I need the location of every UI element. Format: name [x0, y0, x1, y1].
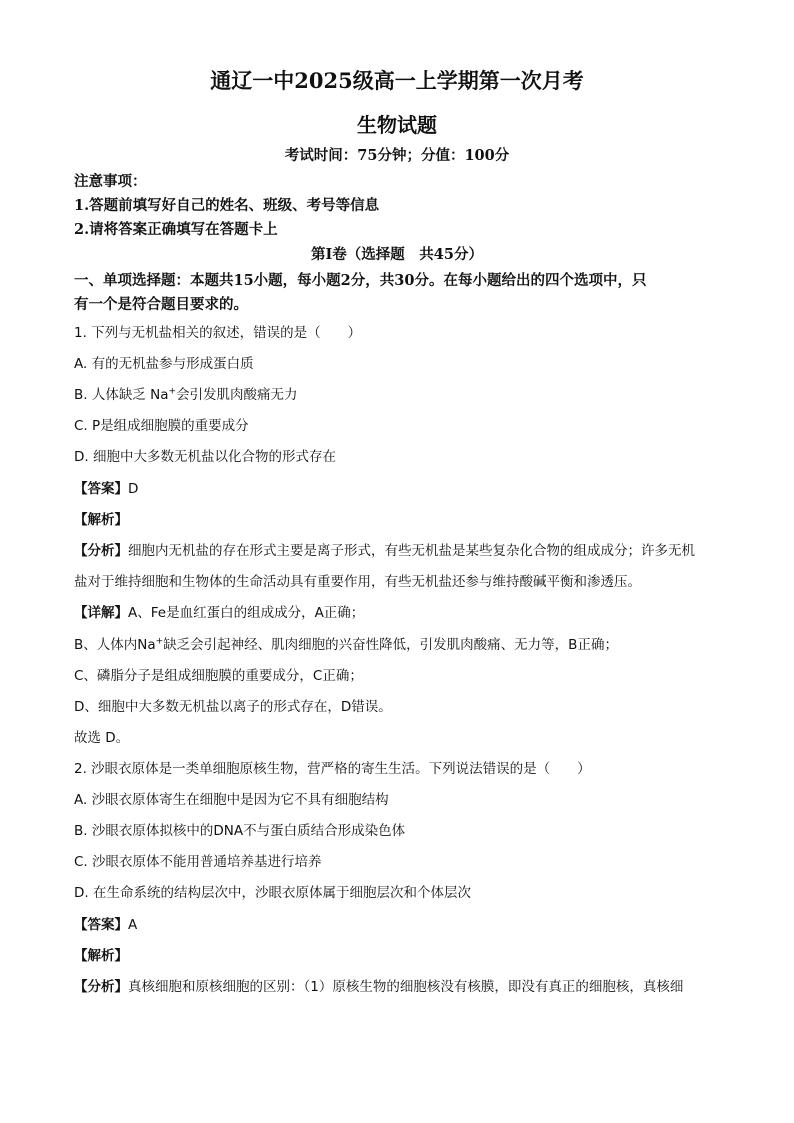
fenxi-label: 【分析】: [74, 543, 128, 559]
q1-option-b-pre: B. 人体缺乏 Na: [74, 387, 169, 403]
notice-item-1: 1.答题前填写好自己的姓名、班级、考号等信息: [74, 197, 380, 214]
part1-heading: 第I卷（选择题 共45分）: [311, 246, 483, 263]
q1-detail-a: [74, 603, 364, 623]
q1-analysis-label: 【解析】: [74, 512, 128, 528]
answer-value: A: [128, 917, 138, 933]
q1-option-a: A. 有的无机盐参与形成蛋白质: [74, 356, 254, 372]
exam-info: 考试时间：75分钟；分值：100分: [284, 147, 510, 164]
q1-option-c: C. P是组成细胞膜的重要成分: [74, 418, 249, 434]
q1-fenxi-line2: 盐对于维持细胞和生物体的生命活动具有重要作用，有些无机盐还参与维持酸碱平衡和渗透压。: [74, 574, 641, 590]
answer-value: D: [128, 481, 139, 497]
detail-b-sup: +: [155, 636, 164, 647]
q2-option-a: A. 沙眼衣原体寄生在细胞中是因为它不具有细胞结构: [74, 792, 389, 808]
q1-option-b: [74, 385, 298, 405]
q2-answer: [74, 915, 137, 935]
detail-a-text: A、Fe是血红蛋白的组成成分，A正确；: [128, 605, 365, 621]
fenxi-text: 细胞内无机盐的存在形式主要是离子形式，有些无机盐是某些复杂化合物的组成成分；许多无机: [128, 543, 695, 559]
q1-detail-b: [74, 635, 618, 655]
q1-detail-c: C、磷脂分子是组成细胞膜的重要成分，C正确；: [74, 668, 363, 684]
q1-option-b-post: 会引发肌肉酸痛无力: [176, 387, 298, 403]
part1-instruction-line2: 有一个是符合题目要求的。: [74, 296, 248, 313]
detail-b-pre: B、人体内Na: [74, 637, 156, 653]
fenxi-text: 真核细胞和原核细胞的区别：（1）原核生物的细胞核没有核膜，即没有真正的细胞核，真核细: [128, 979, 684, 995]
answer-label: 【答案】: [74, 481, 128, 497]
q1-option-b-sup: +: [168, 386, 177, 397]
subject-title: 生物试题: [357, 113, 437, 137]
notice-heading: 注意事项：: [74, 173, 147, 190]
q2-option-c: C. 沙眼衣原体不能用普通培养基进行培养: [74, 854, 322, 870]
q1-answer: [74, 479, 138, 499]
q1-detail-d: D、细胞中大多数无机盐以离子的形式存在，D错误。: [74, 699, 392, 715]
q1-option-d: D. 细胞中大多数无机盐以化合物的形式存在: [74, 449, 336, 465]
q2-option-d: D. 在生命系统的结构层次中，沙眼衣原体属于细胞层次和个体层次: [74, 885, 471, 901]
q1-fenxi-line1: [74, 541, 695, 561]
part1-instruction-line1: 一、单项选择题：本题共15小题，每小题2分，共30分。在每小题给出的四个选项中，只: [74, 272, 647, 289]
q2-option-b: B. 沙眼衣原体拟核中的DNA不与蛋白质结合形成染色体: [74, 823, 406, 839]
q2-stem: 2. 沙眼衣原体是一类单细胞原核生物，营严格的寄生生活。下列说法错误的是（ ）: [74, 761, 591, 777]
q1-stem: 1. 下列与无机盐相关的叙述，错误的是（ ）: [74, 325, 362, 341]
answer-label: 【答案】: [74, 917, 128, 933]
notice-item-2: 2.请将答案正确填写在答题卡上: [74, 221, 278, 238]
q2-fenxi-line1: [74, 977, 683, 997]
fenxi-label: 【分析】: [74, 979, 128, 995]
exam-title: 通辽一中2025级高一上学期第一次月考: [210, 68, 584, 93]
q2-analysis-label: 【解析】: [74, 948, 128, 964]
detail-label: 【详解】: [74, 605, 128, 621]
q1-conclusion: 故选 D。: [74, 730, 130, 746]
detail-b-post: 缺乏会引起神经、肌肉细胞的兴奋性降低，引发肌肉酸痛、无力等，B正确；: [163, 637, 618, 653]
